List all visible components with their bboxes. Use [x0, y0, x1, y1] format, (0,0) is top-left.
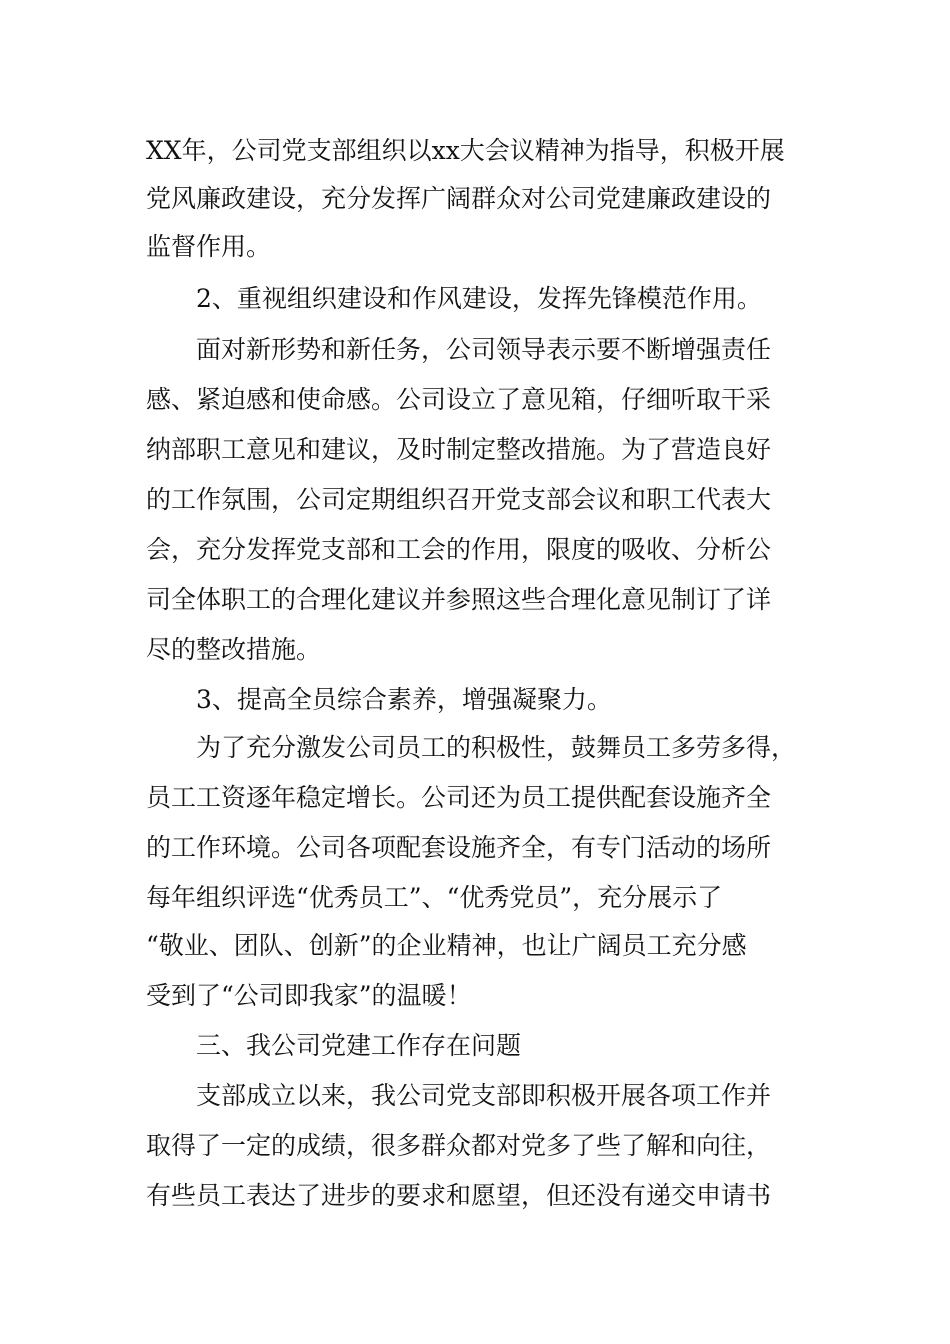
text-line-17: “敬业、团队、创新”的企业精神，也让广阔员工充分感 [146, 931, 747, 960]
text-line-1: XX年，公司党支部组织以xx大会议精神为指导，积极开展 [146, 136, 785, 165]
text-line-9: 会，充分发挥党支部和工会的作用，限度的吸收、分析公 [146, 535, 772, 564]
text-line-7: 纳部职工意见和建议，及时制定整改措施。为了营造良好 [146, 435, 772, 464]
text-line-5: 面对新形势和新任务，公司领导表示要不断增强责任 [196, 335, 772, 364]
text-line-16: 每年组织评选“优秀员工”、“优秀党员”，充分展示了 [146, 883, 723, 912]
text-line-18: 受到了“公司即我家”的温暖！ [146, 981, 472, 1010]
text-line-15: 的工作环境。公司各项配套设施齐全，有专门活动的场所 [146, 833, 772, 862]
text-line-2: 党风廉政建设，充分发挥广阔群众对公司党建廉政建设的 [146, 184, 772, 213]
text-line-10: 司全体职工的合理化建议并参照这些合理化意见制订了详 [146, 585, 772, 614]
text-line-20: 支部成立以来，我公司党支部即积极开展各项工作并 [196, 1081, 772, 1110]
section-heading-three: 三、我公司党建工作存在问题 [196, 1031, 522, 1060]
text-line-3: 监督作用。 [146, 232, 272, 261]
text-line-14: 员工工资逐年稳定增长。公司还为员工提供配套设施齐全 [146, 783, 772, 812]
text-line-11: 尽的整改措施。 [146, 635, 322, 664]
section-heading-2: 2、重视组织建设和作风建设，发挥先锋模范作用。 [196, 284, 762, 313]
section-heading-3: 3、提高全员综合素养，增强凝聚力。 [196, 685, 612, 714]
text-line-13: 为了充分激发公司员工的积极性，鼓舞员工多劳多得， [196, 733, 797, 762]
text-line-21: 取得了一定的成绩，很多群众都对党多了些了解和向往， [146, 1131, 772, 1160]
text-line-22: 有些员工表达了进步的要求和愿望，但还没有递交申请书 [146, 1181, 772, 1210]
text-line-6: 感、紧迫感和使命感。公司设立了意见箱，仔细听取干采 [146, 385, 772, 414]
text-line-8: 的工作氛围，公司定期组织召开党支部会议和职工代表大 [146, 485, 772, 514]
